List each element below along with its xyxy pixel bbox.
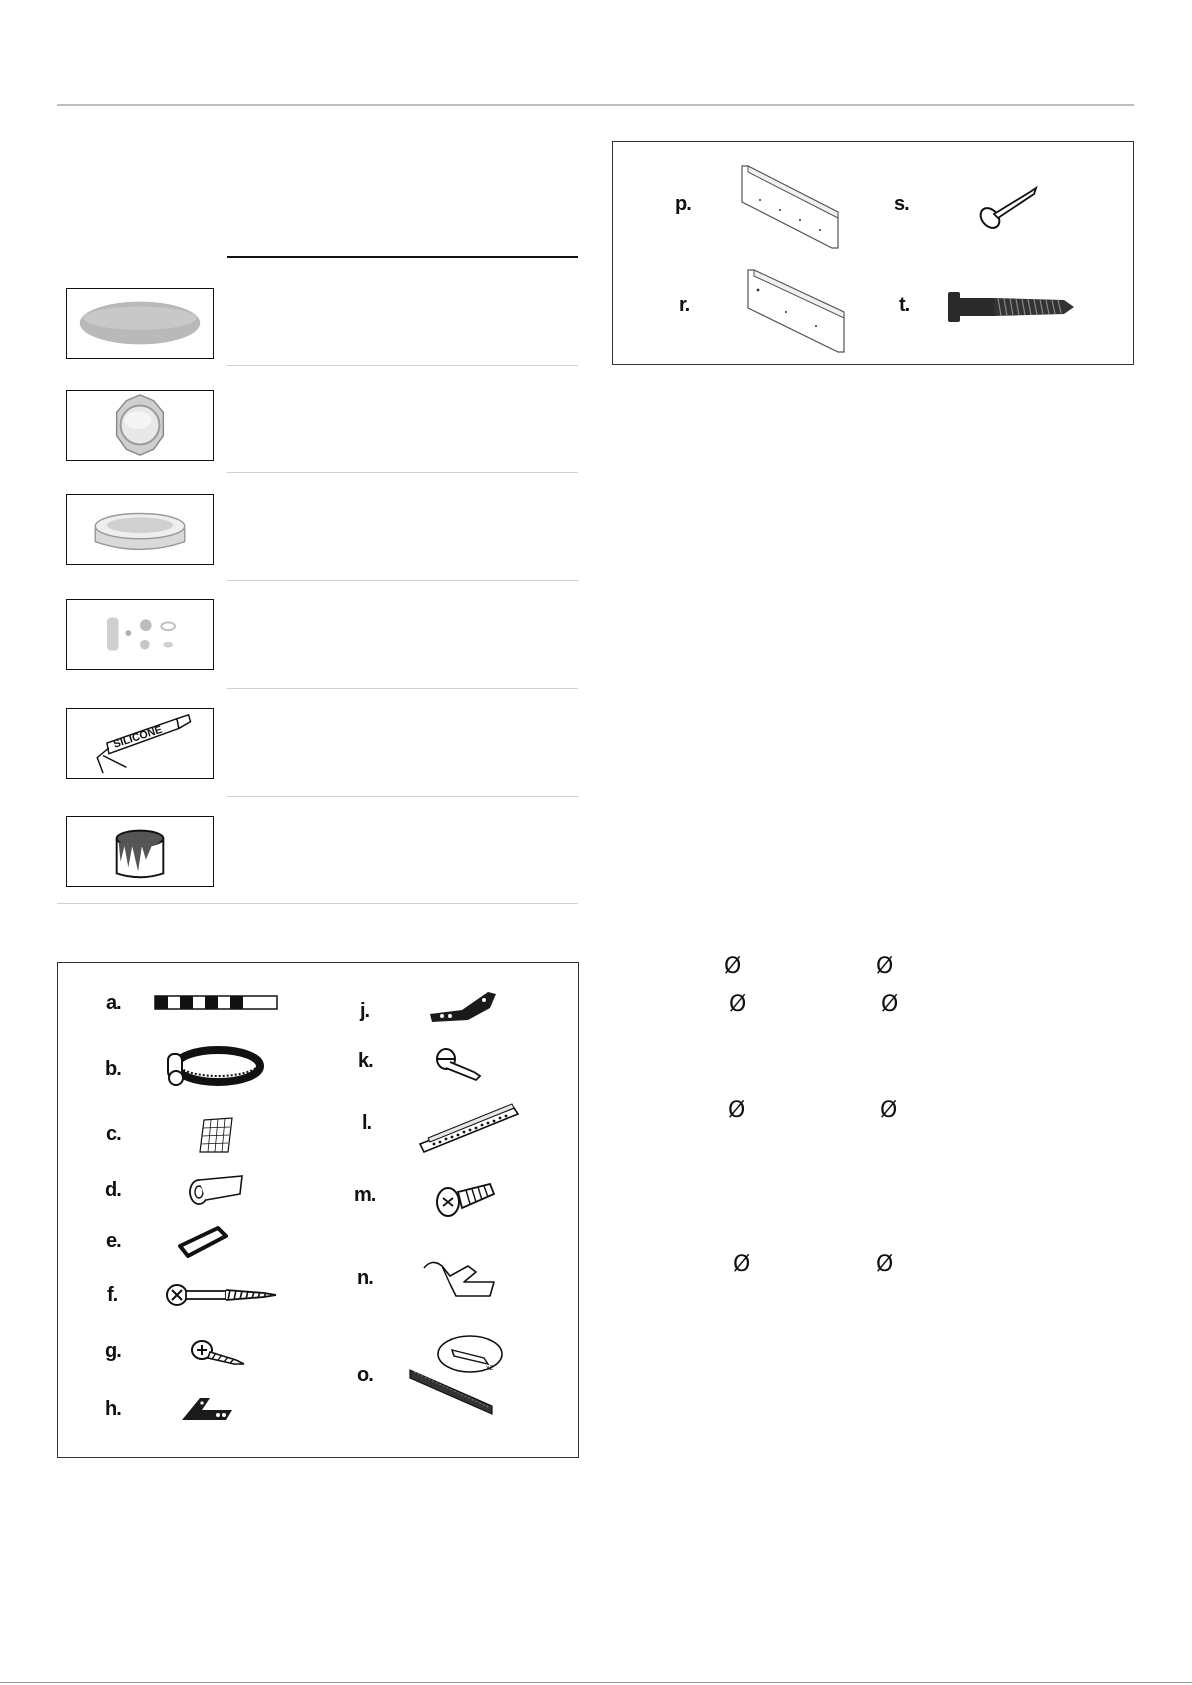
measuring-tape-icon <box>154 994 280 1012</box>
hose-clamp-icon <box>164 1040 264 1090</box>
parts-box-top-right <box>612 141 1134 365</box>
table-header-rule <box>227 256 578 258</box>
part-label-r: r. <box>679 294 690 316</box>
diameter-symbol: Ø <box>733 1252 751 1277</box>
part-label-b: b. <box>105 1058 121 1080</box>
row-divider <box>57 903 578 904</box>
silicone-caulk-gun-icon <box>66 708 214 779</box>
wire-connectors-icon <box>66 599 214 670</box>
row-divider <box>227 365 578 366</box>
svg-text:x2: x2 <box>486 1365 494 1372</box>
row-divider <box>227 688 578 689</box>
part-label-f: f. <box>107 1284 118 1306</box>
template-sheet-icon <box>198 1116 234 1154</box>
diameter-symbol: Ø <box>729 992 747 1017</box>
row-divider <box>227 796 578 797</box>
diameter-symbol: Ø <box>728 1098 746 1123</box>
part-label-m: m. <box>354 1184 376 1206</box>
svg-text:SILICONE: SILICONE <box>111 723 164 751</box>
machine-screw-icon <box>434 1176 498 1220</box>
edge-trim-icon <box>408 1334 504 1418</box>
electrical-tape-icon <box>66 494 214 565</box>
diameter-symbol: Ø <box>876 954 894 979</box>
short-wood-screw-icon <box>190 1338 246 1370</box>
part-label-k: k. <box>358 1050 373 1072</box>
part-label-s: s. <box>894 193 909 215</box>
short-channel-icon <box>746 268 850 354</box>
part-label-c: c. <box>106 1123 121 1145</box>
part-label-d: d. <box>105 1179 121 1201</box>
part-label-l: l. <box>362 1112 372 1134</box>
lag-bolt-icon <box>946 288 1076 326</box>
part-label-t: t. <box>899 294 910 316</box>
diameter-symbol: Ø <box>881 992 899 1017</box>
part-label-n: n. <box>357 1267 373 1289</box>
header-rule <box>57 104 1134 106</box>
part-label-j: j. <box>360 1000 370 1022</box>
spring-clip-icon <box>420 1256 500 1300</box>
angle-bracket-icon <box>180 1394 236 1424</box>
part-label-o: o. <box>357 1364 373 1386</box>
lock-nut-icon <box>66 390 214 461</box>
diameter-symbol: Ø <box>876 1252 894 1277</box>
part-label-e: e. <box>106 1230 121 1252</box>
long-channel-icon <box>740 162 844 250</box>
part-label-h: h. <box>105 1398 121 1420</box>
thread-seal-tape-icon <box>66 288 214 359</box>
toothed-strip-icon <box>418 1100 522 1156</box>
gasket-icon <box>172 1224 232 1260</box>
diameter-symbol: Ø <box>880 1098 898 1123</box>
long-wood-screw-icon <box>164 1280 278 1310</box>
row-divider <box>227 580 578 581</box>
nail-icon <box>976 186 1040 232</box>
anchor-bolt-icon <box>434 1046 484 1082</box>
row-divider <box>227 472 578 473</box>
footer-rule <box>0 1682 1192 1683</box>
foil-tape-icon <box>186 1172 246 1208</box>
part-label-p: p. <box>675 193 691 215</box>
paint-can-icon <box>66 816 214 887</box>
part-label-g: g. <box>105 1340 121 1362</box>
diameter-symbol: Ø <box>724 954 742 979</box>
mounting-bracket-icon <box>428 990 500 1024</box>
part-label-a: a. <box>106 992 121 1014</box>
